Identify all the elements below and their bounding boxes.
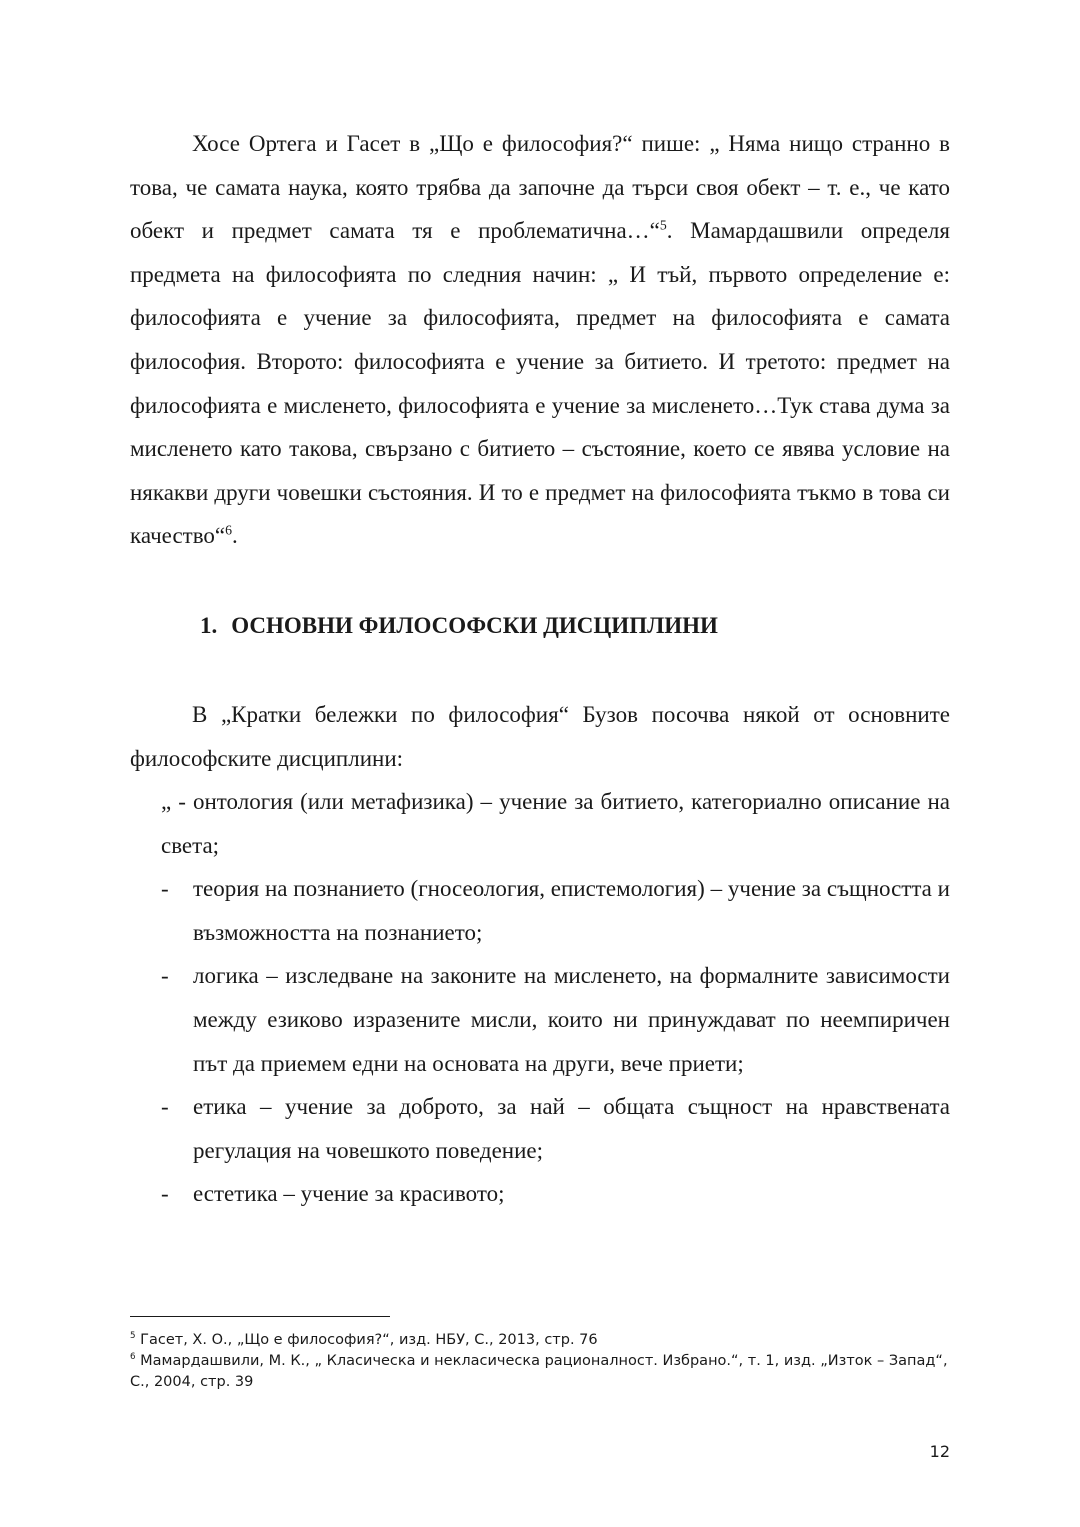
footnote-number: 6 xyxy=(130,1352,136,1363)
footnotes xyxy=(130,1330,950,1393)
list-marker: - xyxy=(161,963,169,989)
paragraph-ortega-mamardashvili xyxy=(130,122,950,558)
list-marker: „ - xyxy=(161,789,186,814)
paragraph-text-part-1: Хосе Ортега и Гасет в „Що е философия?“ пише: „ Няма нищо странно в това, че самата наука, която трябва да започне да търси своя обект – т. е., че като обект и предмет самата тя е проблематична…“ xyxy=(130,131,950,244)
list-item-text: етика – учение за доброто, за най – общата същност на нравствената регулация на човешкото поведение; xyxy=(193,1094,950,1163)
footnote-ref-6[interactable]: 6 xyxy=(225,522,233,538)
footnote-6 xyxy=(130,1351,950,1393)
list-item-aesthetics xyxy=(161,1172,950,1216)
paragraph-text-part-2: . Мамардашвили определя предмета на философията по следния начин: „ И тъй, първото определение е: философията е учение за философията, предмет на философията е самата философия. Второто: философията е учение за битието. И третото: предмет на философията е мисленето, философията е учение за мисленето…Тук става дума за мисленето като такова, свързано с битието – състояние, което се явява условие на някакви други човешки състояния. И то е предмет на философията тъкмо в това си качество“ xyxy=(130,218,950,549)
paragraph-buzov xyxy=(130,693,950,780)
list-item-epistemology xyxy=(161,867,950,954)
list-item-text: онтология (или метафизика) – учение за битието, категориално описание на света; xyxy=(161,789,950,858)
footnote-text: Мамардашвили, М. К., „ Класическа и некласическа рационалност. Избрано.“, т. 1, изд. „Изток – Запад“, С., 2004, стр. 39 xyxy=(130,1353,948,1390)
section-title: ОСНОВНИ ФИЛОСОФСКИ ДИСЦИПЛИНИ xyxy=(231,613,718,638)
list-item-logic xyxy=(161,954,950,1085)
page-number: 12 xyxy=(929,1442,950,1461)
list-item-text: естетика – учение за красивото; xyxy=(193,1181,505,1207)
section-heading xyxy=(200,606,950,646)
section-number: 1. xyxy=(200,613,218,638)
footnote-ref-5[interactable]: 5 xyxy=(659,217,667,233)
paragraph-text-part-3: . xyxy=(232,523,238,549)
list-marker: - xyxy=(161,1094,169,1120)
footnote-number: 5 xyxy=(130,1331,136,1342)
list-marker: - xyxy=(161,876,169,902)
footnote-text: Гасет, Х. О., „Що е философия?“, изд. НБУ, С., 2013, стр. 76 xyxy=(140,1332,598,1348)
disciplines-list xyxy=(161,780,950,1216)
footnote-separator xyxy=(130,1316,390,1317)
list-item-text: теория на познанието (гносеология, епистемология) – учение за същността и възможността на познанието; xyxy=(193,876,950,945)
list-marker: - xyxy=(161,1181,169,1207)
list-item-ontology xyxy=(161,780,950,867)
footnote-5 xyxy=(130,1330,950,1351)
paragraph-buzov-text: В „Кратки бележки по философия“ Бузов посочва някой от основните философските дисциплини: xyxy=(130,702,950,771)
list-item-ethics xyxy=(161,1085,950,1172)
list-item-text: логика – изследване на законите на мисленето, на формалните зависимости между езиково изразените мисли, които ни принуждават по неемпиричен път да приемем едни на основата на други, вече приети; xyxy=(193,963,950,1076)
